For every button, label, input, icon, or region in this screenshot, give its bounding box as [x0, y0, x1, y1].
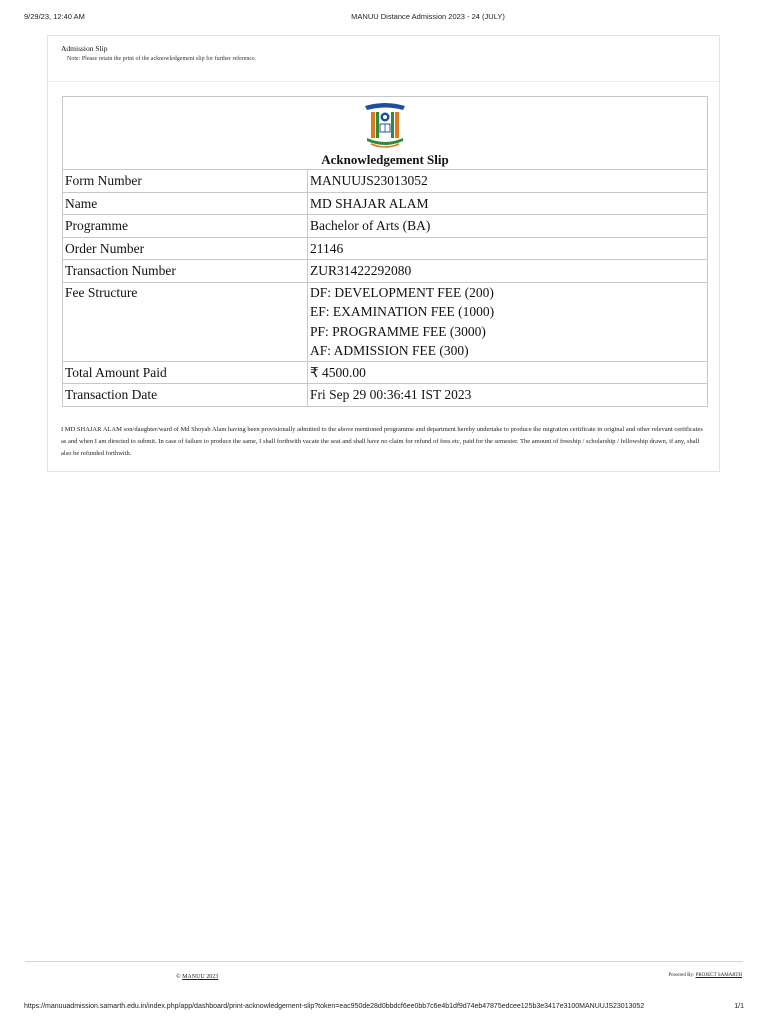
form-number-label: Form Number [63, 170, 308, 193]
table-row [63, 384, 708, 407]
panel-heading: Admission Slip [61, 44, 108, 53]
fee-item: PF: PROGRAMME FEE (3000) [310, 323, 486, 339]
footer-divider [25, 961, 743, 962]
transaction-date-value: Fri Sep 29 00:36:41 IST 2023 [308, 384, 708, 407]
table-row [63, 170, 708, 193]
table-row [63, 237, 708, 260]
fee-structure-label [63, 282, 308, 361]
table-row [63, 192, 708, 215]
total-amount-value: ₹ 4500.00 [308, 361, 708, 384]
acknowledgement-table [62, 96, 708, 407]
declaration-text: I MD SHAJAR ALAM son/daughter/ward of Md Shoyab Alam having been provisionally admitted to the above mentioned programme and department hereby undertake to produce the migration certificate in original and other relevant certificates as and when I am directed to submit. In case of failure to produce the same, I shall forthwith vacate the seat and shall have no claim for refund of fees etc, paid for the semester. The amount of freeship / scholarship / fellowship drawn, if any, shall also be refunded forthwith. [61, 426, 703, 457]
fee-structure-value [308, 282, 708, 361]
panel-header [48, 36, 719, 82]
transaction-number-label: Transaction Number [63, 260, 308, 283]
project-samarth-link[interactable]: PROJECT SAMARTH [695, 973, 742, 978]
print-url: https://manuuadmission.samarth.edu.in/index.php/app/dashboard/print-acknowledgement-slip?token=eac950de28d0bbdcf6ee0bb7c6e4b1df9d74eb47875edcee125b3e3417e3100MANUUJS23013052 [24, 1003, 645, 1010]
copyright-prefix: © [176, 974, 183, 980]
order-number-value: 21146 [308, 237, 708, 260]
programme-value: Bachelor of Arts (BA) [308, 215, 708, 238]
footer-powered-by [668, 973, 742, 978]
fee-item: EF: EXAMINATION FEE (1000) [310, 304, 495, 319]
fee-structure-label-text: Fee Structure [65, 284, 138, 300]
table-row [63, 282, 708, 361]
print-date: 9/29/23, 12:40 AM [24, 12, 85, 21]
logo-header-cell [63, 97, 708, 170]
powered-prefix: Powered By: [668, 973, 696, 978]
fee-item: DF: DEVELOPMENT FEE (200) [310, 284, 494, 300]
form-number-value: MANUUJS23013052 [308, 170, 708, 193]
programme-label: Programme [63, 215, 308, 238]
slip-title: Acknowledgement Slip [321, 152, 449, 167]
transaction-number-value: ZUR31422292080 [308, 260, 708, 283]
table-row [63, 361, 708, 384]
name-value: MD SHAJAR ALAM [308, 192, 708, 215]
print-header [0, 10, 768, 24]
order-number-label: Order Number [63, 237, 308, 260]
fee-item: AF: ADMISSION FEE (300) [310, 343, 469, 358]
manuu-link[interactable]: MANUU 2023 [182, 974, 219, 980]
print-page-title: MANUU Distance Admission 2023 - 24 (JULY) [351, 12, 505, 21]
university-logo-icon [361, 100, 409, 150]
table-row [63, 260, 708, 283]
admission-slip-panel [47, 35, 720, 472]
name-label: Name [63, 192, 308, 215]
transaction-date-label: Transaction Date [63, 384, 308, 407]
panel-note: Note: Please retain the print of the acknowledgement slip for further reference. [67, 56, 257, 62]
table-row [63, 215, 708, 238]
footer-copyright [176, 974, 218, 980]
page-number: 1/1 [734, 1003, 744, 1010]
total-amount-label: Total Amount Paid [63, 361, 308, 384]
